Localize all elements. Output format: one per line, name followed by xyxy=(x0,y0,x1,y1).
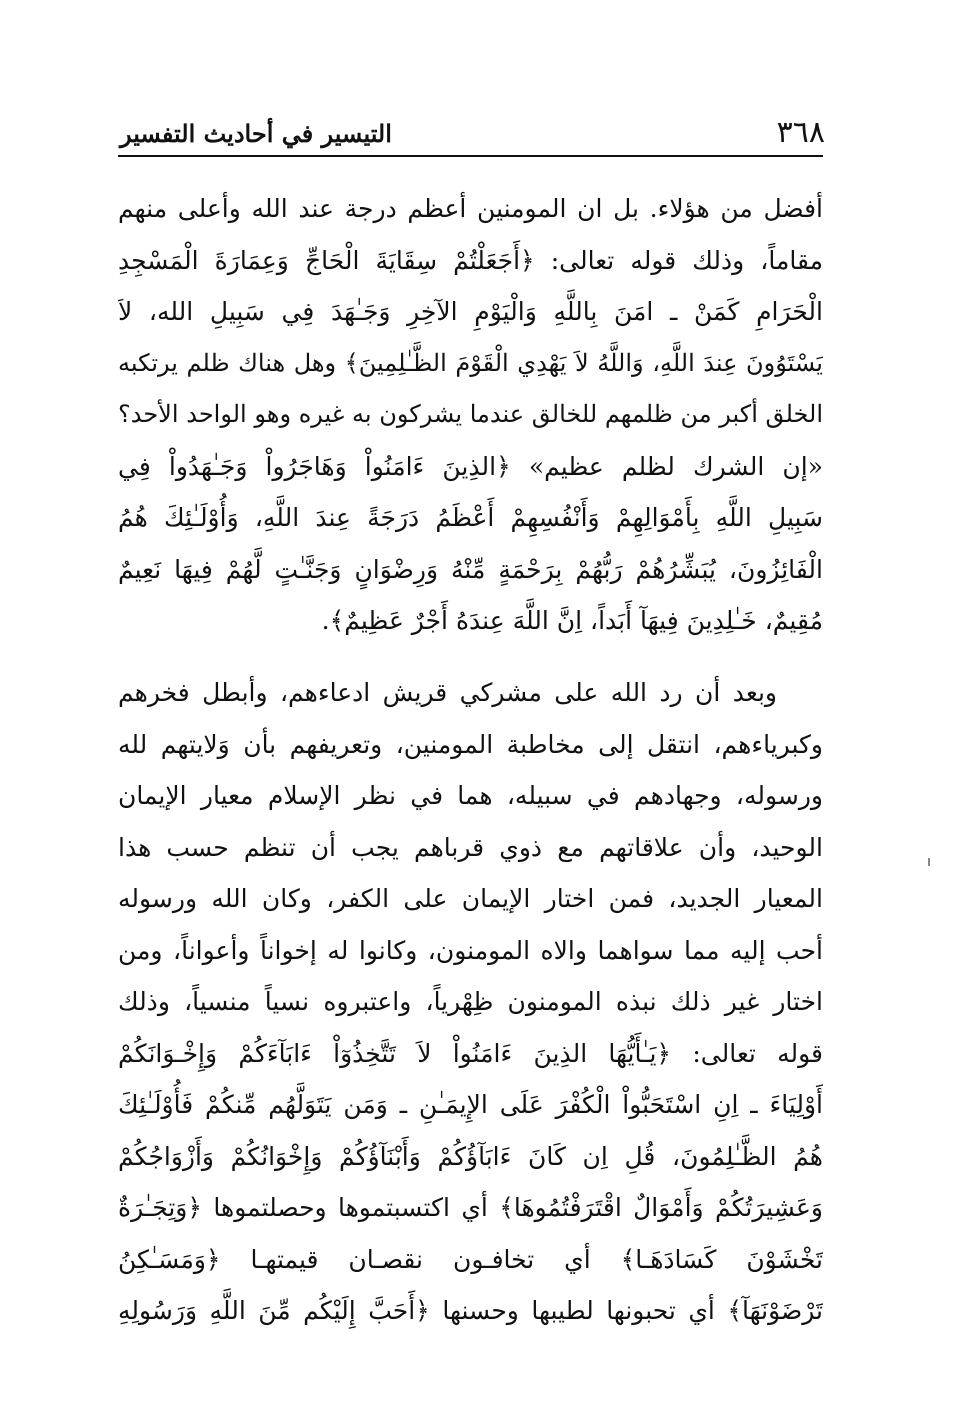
text-line: وكبرياءهم، انتقل إلى مخاطبة المومنين، وتعريفهم بأن وَلايتهم لله xyxy=(118,729,823,759)
text-line: الْحَرَامِ كَمَنْ ـ امَنَ بِاللَّهِ وَالْيَوْمِ الآخِرِ وَجَـٰهَدَ فِي سَبِيلِ الله، لاَ xyxy=(118,297,823,326)
running-title: التيسير في أحاديث التفسير xyxy=(120,119,392,148)
header-rule xyxy=(118,155,823,157)
text-line: سَبِيلِ اللَّهِ بِأَمْوَالِهِمْ وَأَنْفُسِهِمْ أَعْظَمُ دَرَجَةً عِندَ اللَّهِ، وَأُوْلَـٰئِكَ هُمُ xyxy=(118,503,823,532)
text-line: اختار غير ذلك نبذه المومنون ظِهْرياً، واعتبروه نسياً منسياً، وذلك xyxy=(118,987,823,1016)
paragraph-verse-1 xyxy=(118,183,823,647)
text-line: مُقِيمٌ، خَـٰلِدِينَ فِيهَآ أَبَداً، اِنَّ اللَّهَ عِندَهُ أَجْرٌ عَظِيمٌ﴾. xyxy=(321,606,823,635)
text-line: أحب إليه مما سواهما والاه المومنون، وكانوا له إخواناً وأعواناً، ومن xyxy=(118,935,823,965)
page-header xyxy=(120,116,825,150)
text-line: الخلق أكبر من ظلمهم للخالق عندما يشركون به غيره وهو الواحد الأحد؟ xyxy=(118,400,823,428)
text-line: قوله تعالى: ﴿يَـٰأَيُّهَا الذِينَ ءَامَنُواْ لاَ تَتَّخِذُوٓاْ ءَابَآءَكُمْ وَإِخْـوَانَكُمْ xyxy=(118,1038,823,1068)
text-line: «إن الشرك لظلم عظيم» ﴿الذِينَ ءَامَنُواْ وَهَاجَرُواْ وَجَـٰهَدُواْ فِي xyxy=(118,451,823,481)
text-line: وبعد أن رد الله على مشركي قريش ادعاءهم، وأبطل فخرهم xyxy=(118,678,777,707)
text-line: تَخْشَوْنَ كَسَادَهَـا﴾ أي تخافـون نقصـان قيمتهـا ﴿وَمَسَـٰكِنُ xyxy=(118,1244,823,1274)
scan-mark xyxy=(928,858,930,866)
text-line: الوحيد، وأن علاقاتهم مع ذوي قرباهم يجب أن تنظم حسب هذا xyxy=(118,832,823,862)
text-line: الْفَائِزُونَ، يُبَشِّرُهُمْ رَبُّهُمْ بِرَحْمَةٍ مِّنْهُ وَرِضْوَانٍ وَجَنَّـٰتٍ لَّهُمْ فِيهَا نَعِيمٌ xyxy=(118,554,823,584)
text-line: هُمُ الظَّـٰلِمُونَ، قُلِ اِن كَانَ ءَابَآؤُكُمْ وَأَبْنَآؤُكُمْ وَإِخْوَانُكُمْ وَأَزْوَاجُكُمْ xyxy=(118,1141,823,1171)
text-line: مقاماً، وذلك قوله تعالى: ﴿أَجَعَلْتُمْ سِقَايَةَ الْحَاجِّ وَعِمَارَةَ الْمَسْجِدِ xyxy=(118,245,823,275)
text-line: أفضل من هؤلاء. بل ان المومنين أعظم درجة عند الله وأعلى منهم xyxy=(118,194,823,223)
text-line: ورسوله، وجهادهم في سبيله، هما في نظر الإسلام معيار الإيمان xyxy=(118,781,823,810)
text-line: تَرْضَوْنَهَآ﴾ أي تحبونها لطيبها وحسنها ﴿أَحَبَّ إِلَيْكُم مِّنَ اللَّهِ وَرَسُولِهِ xyxy=(118,1296,823,1325)
page-number: ٣٦٨ xyxy=(776,115,825,150)
paragraph-verse-2 xyxy=(118,667,823,1337)
text-line: المعيار الجديد، فمن اختار الإيمان على الكفر، وكان الله ورسوله xyxy=(118,884,823,913)
text-line: أَوْلِيَاءَ ـ اِنِ اسْتَحَبُّواْ الْكُفْرَ عَلَى الإِيمَـٰنِ ـ وَمَن يَتَوَلَّهُم مِّنكُمْ فَأُوْلَـٰئِكَ xyxy=(118,1090,823,1119)
text-line: وَعَشِيرَتُكُمْ وَأَمْوَالٌ اقْتَرَفْتُمُوهَا﴾ أي اكتسبتموها وحصلتموها ﴿وَتِجَـٰرَةٌ xyxy=(118,1193,823,1222)
text-line: يَسْتَوُونَ عِندَ اللَّهِ، وَاللَّهُ لاَ يَهْدِي الْقَوْمَ الظَّـٰلِمِينَ﴾ وهل هناك ظلم يرتكبه xyxy=(118,348,823,377)
